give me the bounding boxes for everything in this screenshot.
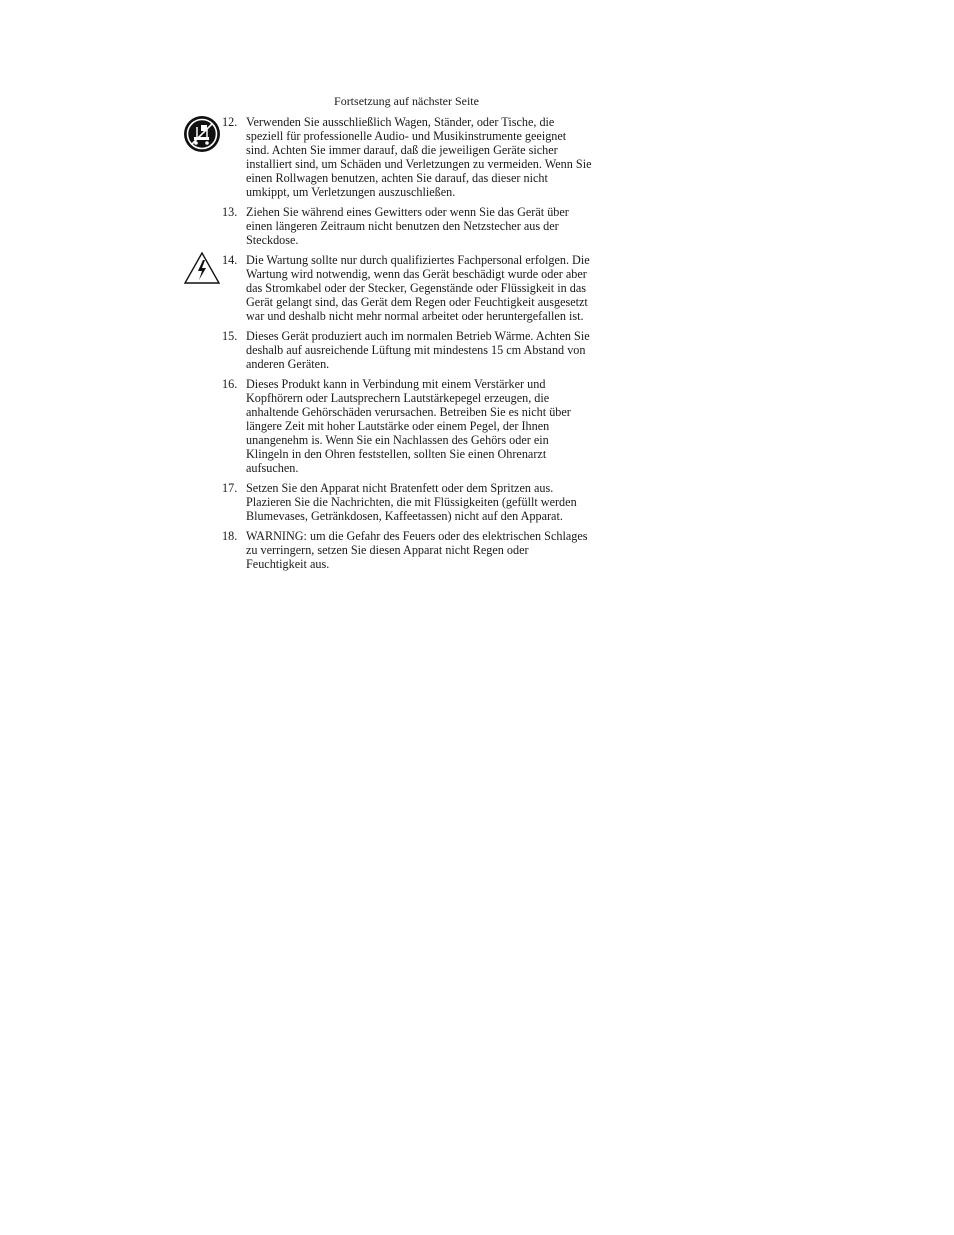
list-item <box>222 481 592 523</box>
item-number: 17. <box>222 481 238 495</box>
cart-warning-icon <box>183 115 221 153</box>
safety-instructions-list <box>222 115 592 577</box>
list-item <box>222 529 592 571</box>
item-number: 14. <box>222 253 238 267</box>
item-text: Ziehen Sie während eines Gewitters oder wenn Sie das Gerät über einen längeren Zeitraum nicht benutzen den Netzstecher aus der Steckdose. <box>246 205 569 247</box>
list-item <box>222 205 592 247</box>
item-number: 13. <box>222 205 238 219</box>
item-text: Die Wartung sollte nur durch qualifiziertes Fachpersonal erfolgen. Die Wartung wird notwendig, wenn das Gerät beschädigt wurde oder aber das Stromkabel oder der Stecker, Gegenstände oder Flüssigkeit in das Gerät gelangt sind, das Gerät dem Regen oder Feuchtigkeit ausgesetzt war und deshalb nicht mehr normal arbeitet oder heruntergefallen ist. <box>246 253 590 323</box>
list-item <box>222 115 592 199</box>
item-number: 15. <box>222 329 238 343</box>
electric-shock-warning-icon <box>184 252 220 284</box>
item-number: 16. <box>222 377 238 391</box>
item-text: Dieses Gerät produziert auch im normalen Betrieb Wärme. Achten Sie deshalb auf ausreichende Lüftung mit mindestens 15 cm Abstand von anderen Geräten. <box>246 329 590 371</box>
item-text: WARNING: um die Gefahr des Feuers oder des elektrischen Schlages zu verringern, setzen Sie diesen Apparat nicht Regen oder Feuchtigkeit aus. <box>246 529 588 571</box>
list-item <box>222 329 592 371</box>
item-number: 12. <box>222 115 238 129</box>
item-text: Setzen Sie den Apparat nicht Bratenfett oder dem Spritzen aus. Plazieren Sie die Nachrichten, die mit Flüssigkeiten (gefüllt werden Blumevases, Getränkdosen, Kaffeetassen) nicht auf den Apparat. <box>246 481 577 523</box>
list-item <box>222 377 592 475</box>
item-text: Verwenden Sie ausschließlich Wagen, Ständer, oder Tische, die speziell für professionelle Audio- und Musikinstrumente geeignet sind. Achten Sie immer darauf, daß die jeweiligen Geräte sicher installiert sind, um Schäden und Verletzungen zu vermeiden. Wenn Sie einen Rollwagen benutzen, achten Sie darauf, das dieser nicht umkippt, um Verletzungen auszuschließen. <box>246 115 592 199</box>
item-text: Dieses Produkt kann in Verbindung mit einem Verstärker und Kopfhörern oder Lautsprechern Lautstärkepegel erzeugen, die anhaltende Gehörschäden verursachen. Betreiben Sie es nicht über längere Zeit mit hoher Lautstärke oder einem Pegel, der Ihnen unangenehm is. Wenn Sie ein Nachlassen des Gehörs oder ein Klingeln in den Ohren feststellen, sollten Sie einen Ohrenarzt aufsuchen. <box>246 377 571 475</box>
list-item <box>222 253 592 323</box>
item-number: 18. <box>222 529 238 543</box>
continued-notice: Fortsetzung auf nächster Seite <box>334 94 479 108</box>
